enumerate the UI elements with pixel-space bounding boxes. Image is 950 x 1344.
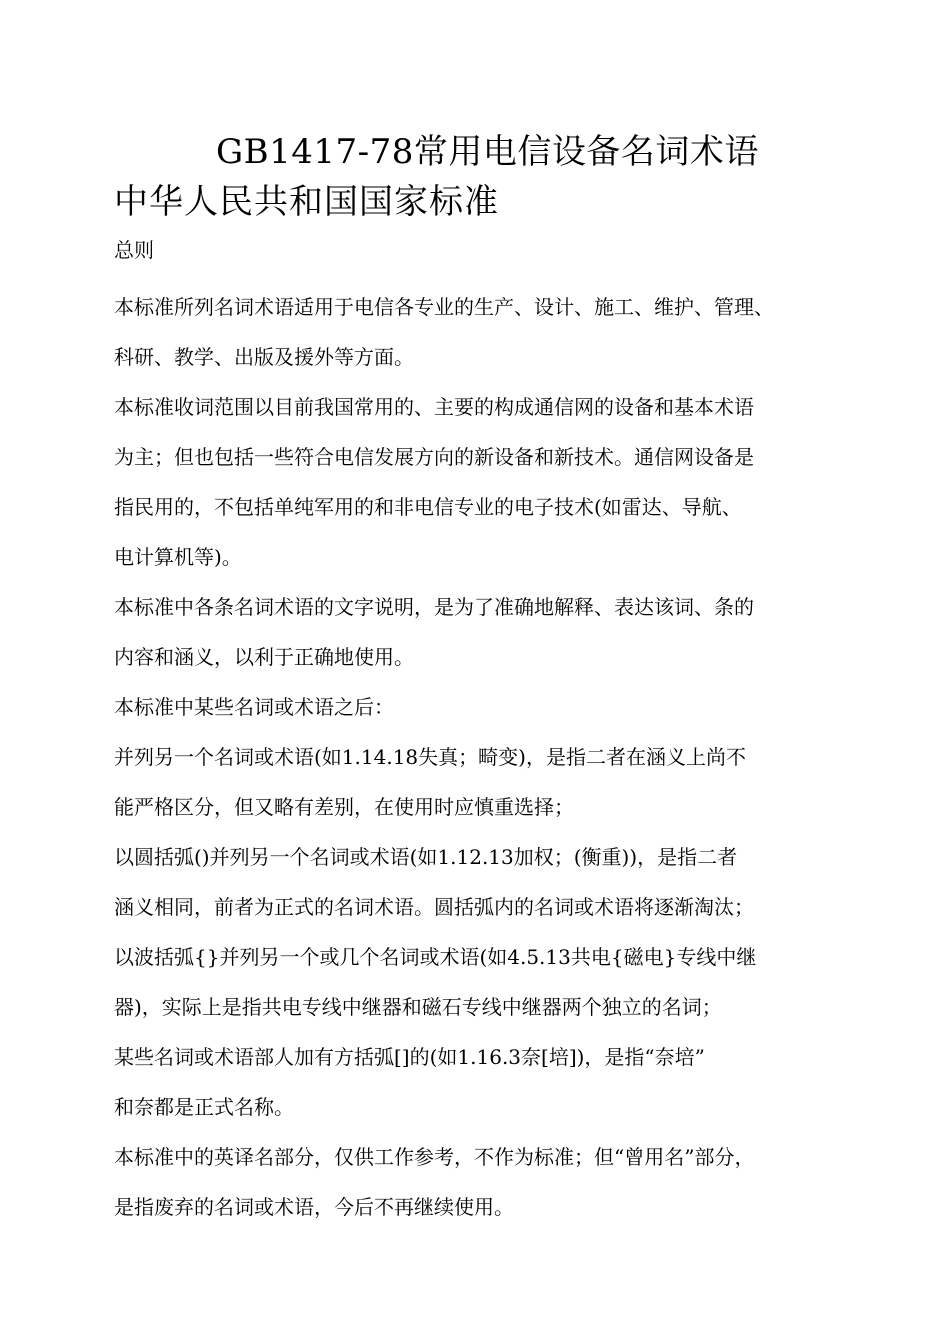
body-line: 某些名词或术语部人加有方括弧[]的(如1.16.3奈[培])，是指“奈培” <box>114 1045 705 1069</box>
body-line: 本标准收词范围以目前我国常用的、主要的构成通信网的设备和基本术语 <box>114 395 754 419</box>
body-line: 科研、教学、出版及援外等方面。 <box>114 345 414 369</box>
body-line: 以圆括弧()并列另一个名词或术语(如1.12.13加权；(衡重))，是指二者 <box>114 845 738 869</box>
section-heading: 总则 <box>114 238 154 262</box>
body-line: 本标准中各条名词术语的文字说明，是为了准确地解释、表达该词、条的 <box>114 595 754 619</box>
body-line: 以波括弧{}并列另一个或几个名词或术语(如4.5.13共电{磁电}专线中继 <box>114 945 757 969</box>
body-line: 指民用的，不包括单纯军用的和非电信专业的电子技术(如雷达、导航、 <box>114 495 742 519</box>
body-line: 本标准中某些名词或术语之后： <box>114 695 394 719</box>
body-line: 是指废弃的名词或术语，今后不再继续使用。 <box>114 1195 514 1219</box>
body-line: 内容和涵义，以利于正确地使用。 <box>114 645 414 669</box>
document-title: GB1417-78常用电信设备名词术语 <box>216 132 759 172</box>
document-subtitle: 中华人民共和国国家标准 <box>114 182 499 222</box>
body-line: 涵义相同，前者为正式的名词术语。圆括弧内的名词或术语将逐渐淘汰； <box>114 895 754 919</box>
body-line: 本标准中的英译名部分，仅供工作参考，不作为标准；但“曾用名”部分， <box>114 1145 755 1169</box>
body-line: 本标准所列名词术语适用于电信各专业的生产、设计、施工、维护、管理、 <box>114 295 774 319</box>
document-body <box>114 282 864 1232</box>
body-line: 器)，实际上是指共电专线中继器和磁石专线中继器两个独立的名词； <box>114 995 722 1019</box>
body-line: 能严格区分，但又略有差别，在使用时应慎重选择； <box>114 795 574 819</box>
body-line: 并列另一个名词或术语(如1.14.18失真；畸变)，是指二者在涵义上尚不 <box>114 745 746 769</box>
body-line: 和奈都是正式名称。 <box>114 1095 294 1119</box>
body-line: 为主；但也包括一些符合电信发展方向的新设备和新技术。通信网设备是 <box>114 445 754 469</box>
body-line: 电计算机等)。 <box>114 545 242 569</box>
